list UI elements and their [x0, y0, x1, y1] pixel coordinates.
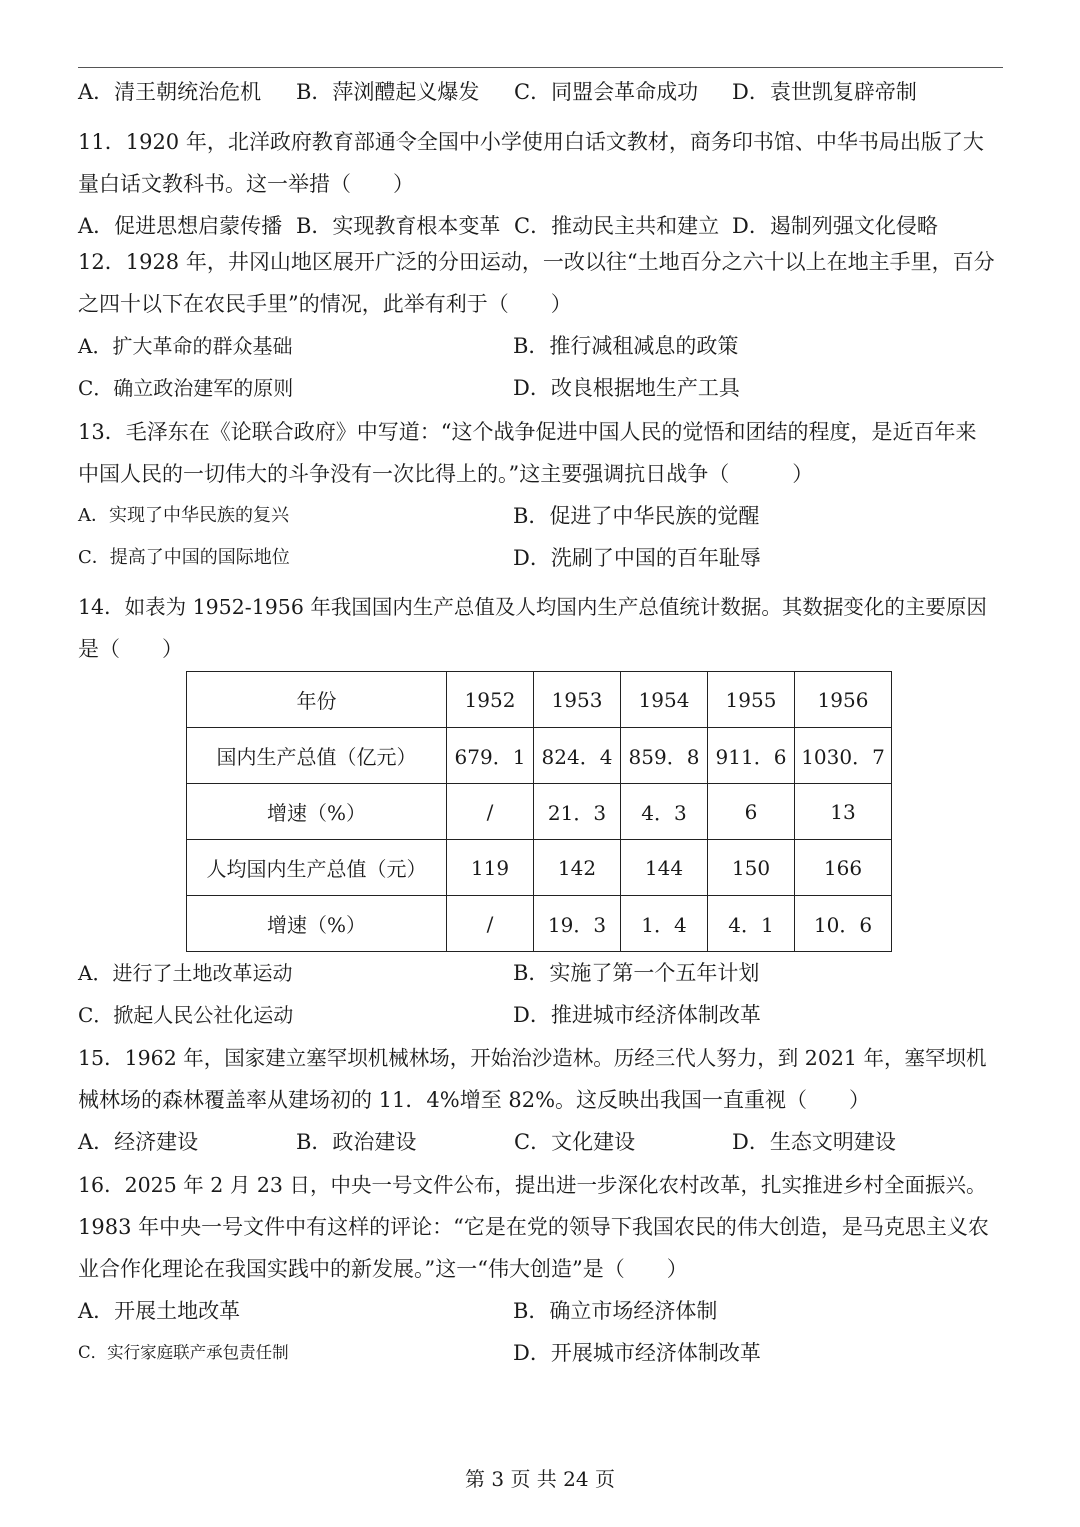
- table-cell: /: [447, 784, 534, 840]
- table-cell: 13: [795, 784, 892, 840]
- q16-option-c[interactable]: C．实行家庭联产承包责任制: [78, 1343, 289, 1362]
- table-cell: 1954: [621, 672, 708, 728]
- q10-option-b[interactable]: B．萍浏醴起义爆发: [296, 80, 480, 104]
- table-row-header: 增速（%）: [187, 896, 447, 952]
- table-cell: 824．4: [534, 728, 621, 784]
- table-cell: 150: [708, 840, 795, 896]
- table-row-header: 人均国内生产总值（元）: [187, 840, 447, 896]
- q16-stem-line-2: 1983 年中央一号文件中有这样的评论：“它是在党的领导下我国农民的伟大创造，是马克思主义农: [78, 1215, 989, 1239]
- q11-stem-line-2: 量白话文教科书。这一举措（ ）: [78, 172, 414, 196]
- q12-stem-line-1: 12．1928 年，井冈山地区展开广泛的分田运动，一改以往“土地百分之六十以上在地主手里，百分: [78, 250, 995, 274]
- q14-option-b[interactable]: B．实施了第一个五年计划: [513, 961, 760, 985]
- q15-option-c[interactable]: C．文化建设: [514, 1130, 636, 1154]
- q13-option-a[interactable]: A．实现了中华民族的复兴: [78, 505, 289, 526]
- q14-stem-line-2: 是（ ）: [78, 637, 183, 661]
- q13-stem-line-1: 13．毛泽东在《论联合政府》中写道：“这个战争促进中国人民的觉悟和团结的程度，是近百年来: [78, 420, 977, 444]
- table-cell: 6: [708, 784, 795, 840]
- q15-option-d[interactable]: D．生态文明建设: [732, 1130, 896, 1154]
- table-row: [187, 896, 892, 952]
- q12-option-b[interactable]: B．推行减租减息的政策: [513, 334, 739, 358]
- q14-option-d[interactable]: D．推进城市经济体制改革: [513, 1003, 761, 1027]
- q16-option-a[interactable]: A．开展土地改革: [78, 1299, 241, 1323]
- q12-option-a[interactable]: A．扩大革命的群众基础: [78, 334, 293, 358]
- q11-option-c[interactable]: C．推动民主共和建立: [514, 214, 720, 238]
- q14-option-c[interactable]: C．掀起人民公社化运动: [78, 1003, 294, 1027]
- table-row: [187, 784, 892, 840]
- table-row: [187, 840, 892, 896]
- table-cell: 142: [534, 840, 621, 896]
- q10-option-d[interactable]: D．袁世凯复辟帝制: [732, 80, 917, 104]
- q16-option-b[interactable]: B．确立市场经济体制: [513, 1299, 718, 1323]
- table-cell: 1952: [447, 672, 534, 728]
- q13-option-d[interactable]: D．洗刷了中国的百年耻辱: [513, 546, 761, 570]
- table-row-header: 增速（%）: [187, 784, 447, 840]
- q11-option-d[interactable]: D．遏制列强文化侵略: [732, 214, 938, 238]
- table-row-header: 年份: [187, 672, 447, 728]
- table-row-header: 国内生产总值（亿元）: [187, 728, 447, 784]
- q13-option-b[interactable]: B．促进了中华民族的觉醒: [513, 504, 760, 528]
- q11-option-a[interactable]: A．促进思想启蒙传播: [78, 214, 283, 238]
- table-cell: 679．1: [447, 728, 534, 784]
- table-cell: 21．3: [534, 784, 621, 840]
- q11-option-b[interactable]: B．实现教育根本变革: [296, 214, 501, 238]
- table-cell: 859．8: [621, 728, 708, 784]
- q16-stem-line-1: 16．2025 年 2 月 23 日，中央一号文件公布，提出进一步深化农村改革，扎实推进乡村全面振兴。: [78, 1173, 987, 1197]
- top-rule: [78, 67, 1003, 68]
- table-cell: 1953: [534, 672, 621, 728]
- q12-stem-line-2: 之四十以下在农民手里”的情况，此举有利于（ ）: [78, 292, 572, 316]
- q11-stem-line-1: 11．1920 年，北洋政府教育部通令全国中小学使用白话文教材，商务印书馆、中华书局出版了大: [78, 130, 984, 154]
- table-cell: 1955: [708, 672, 795, 728]
- table-row: [187, 728, 892, 784]
- q14-option-a[interactable]: A．进行了土地改革运动: [78, 961, 293, 985]
- q15-option-a[interactable]: A．经济建设: [78, 1130, 199, 1154]
- q10-option-c[interactable]: C．同盟会革命成功: [514, 80, 699, 104]
- q13-option-c[interactable]: C．提高了中国的国际地位: [78, 547, 290, 568]
- q15-option-b[interactable]: B．政治建设: [296, 1130, 417, 1154]
- table-cell: 1030．7: [795, 728, 892, 784]
- gdp-statistics-table: [186, 671, 892, 952]
- table-cell: 1956: [795, 672, 892, 728]
- q16-stem-line-3: 业合作化理论在我国实践中的新发展。”这一“伟大创造”是（ ）: [78, 1257, 688, 1281]
- table-cell: 10．6: [795, 896, 892, 952]
- q12-option-d[interactable]: D．改良根据地生产工具: [513, 376, 740, 400]
- table-cell: 1．4: [621, 896, 708, 952]
- table-cell: 166: [795, 840, 892, 896]
- q13-stem-line-2: 中国人民的一切伟大的斗争没有一次比得上的。”这主要强调抗日战争（ ）: [78, 462, 814, 486]
- q16-option-d[interactable]: D．开展城市经济体制改革: [513, 1341, 761, 1365]
- table-row: [187, 672, 892, 728]
- table-cell: 119: [447, 840, 534, 896]
- q14-stem-line-1: 14．如表为 1952-1956 年我国国内生产总值及人均国内生产总值统计数据。其数据变化的主要原因: [78, 595, 987, 619]
- table-cell: 19．3: [534, 896, 621, 952]
- table-cell: /: [447, 896, 534, 952]
- q15-stem-line-2: 械林场的森林覆盖率从建场初的 11．4%增至 82%。这反映出我国一直重视（ ）: [78, 1088, 871, 1112]
- table-cell: 144: [621, 840, 708, 896]
- table-cell: 4．3: [621, 784, 708, 840]
- page-footer: 第 3 页 共 24 页: [465, 1467, 615, 1491]
- q12-option-c[interactable]: C．确立政治建军的原则: [78, 376, 294, 400]
- q10-option-a[interactable]: A．清王朝统治危机: [78, 80, 262, 104]
- table-cell: 4．1: [708, 896, 795, 952]
- q15-stem-line-1: 15．1962 年，国家建立塞罕坝机械林场，开始治沙造林。历经三代人努力，到 2021 年，塞罕坝机: [78, 1046, 987, 1070]
- table-cell: 911．6: [708, 728, 795, 784]
